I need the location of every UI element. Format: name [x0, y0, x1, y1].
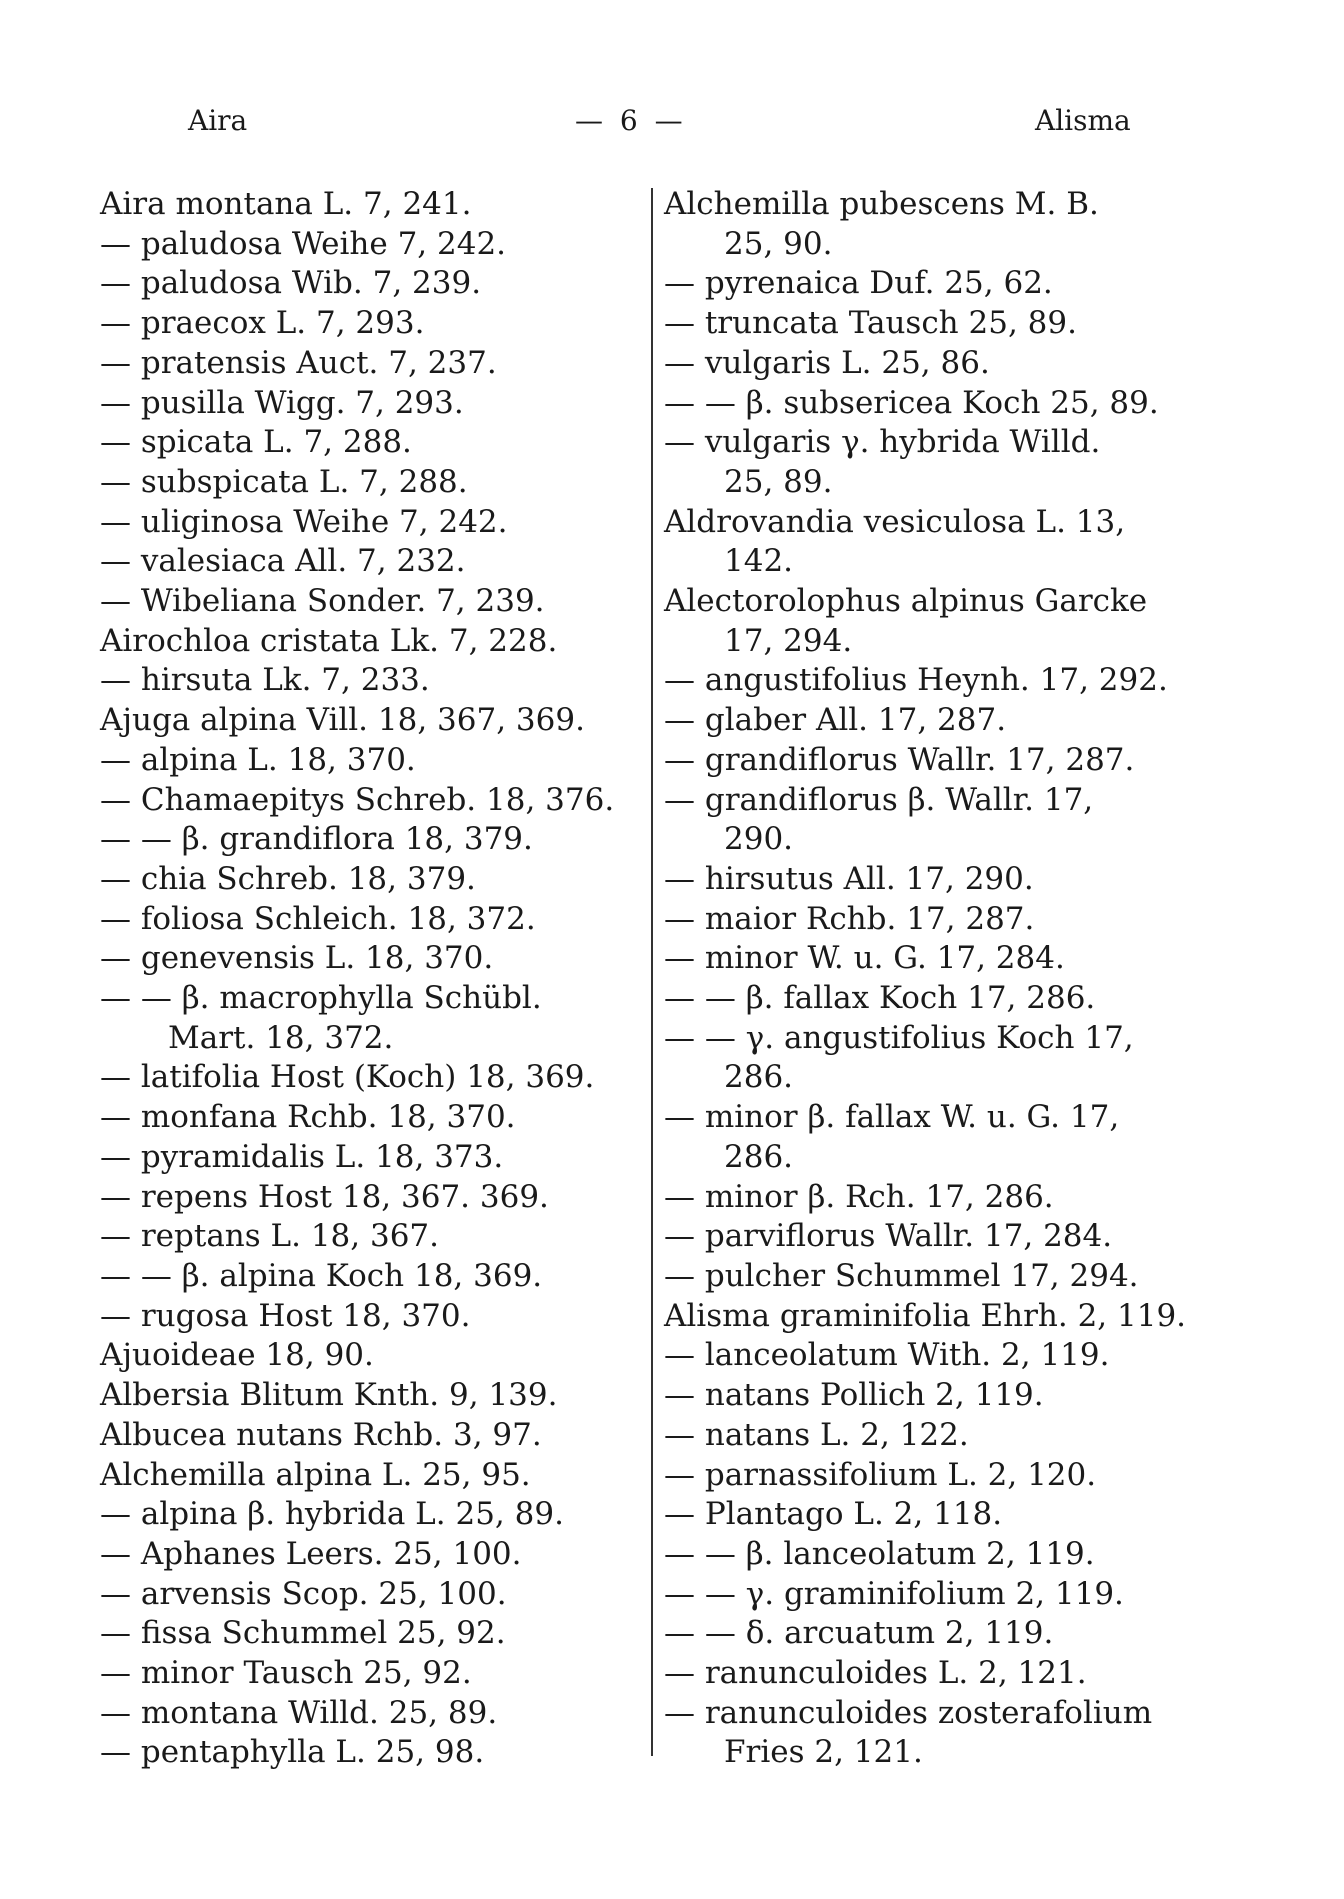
index-entry: — maior Rchb. 17, 287.: [664, 900, 1035, 937]
index-entry: Ajuga alpina Vill. 18, 367, 369.: [100, 702, 585, 739]
index-entry: — lanceolatum With. 2, 119.: [664, 1337, 1110, 1374]
index-entry: — uliginosa Weihe 7, 242.: [100, 503, 508, 540]
index-entry: — reptans L. 18, 367.: [100, 1218, 440, 1255]
index-entry: — pyrenaica Duf. 25, 62.: [664, 265, 1053, 302]
index-entry: Albucea nutans Rchb. 3, 97.: [100, 1416, 542, 1453]
index-entry: — glaber All. 17, 287.: [664, 702, 1007, 739]
index-entry-continuation: 290.: [724, 821, 794, 858]
index-entry-continuation: 286.: [724, 1059, 794, 1096]
index-entry: — rugosa Host 18, 370.: [100, 1297, 471, 1334]
index-entry: — valesiaca All. 7, 232.: [100, 543, 466, 580]
header-left-catchword: Aira: [188, 104, 248, 137]
index-entry: — — β. fallax Koch 17, 286.: [664, 980, 1096, 1017]
index-entry: — praecox L. 7, 293.: [100, 305, 425, 342]
index-entry: — Plantago L. 2, 118.: [664, 1496, 1003, 1533]
header-right-catchword: Alisma: [1035, 104, 1131, 137]
index-entry: — fissa Schummel 25, 92.: [100, 1615, 506, 1652]
index-entry: — pusilla Wigg. 7, 293.: [100, 384, 464, 421]
index-entry: — latifolia Host (Koch) 18, 369.: [100, 1059, 595, 1096]
index-entry: — parnassifolium L. 2, 120.: [664, 1456, 1097, 1493]
index-entry: — Aphanes Leers. 25, 100.: [100, 1535, 522, 1572]
index-entry: — hirsuta Lk. 7, 233.: [100, 662, 430, 699]
index-entry: — truncata Tausch 25, 89.: [664, 305, 1077, 342]
index-entry: — Chamaepitys Schreb. 18, 376.: [100, 781, 615, 818]
index-entry: — vulgaris L. 25, 86.: [664, 344, 990, 381]
index-entry-continuation: Mart. 18, 372.: [168, 1019, 394, 1056]
index-entry: — minor W. u. G. 17, 284.: [664, 940, 1065, 977]
index-entry: — vulgaris γ. hybrida Willd.: [664, 424, 1101, 461]
column-divider: [651, 188, 653, 1756]
index-entry: — — β. grandiflora 18, 379.: [100, 821, 533, 858]
index-entry: — — β. alpina Koch 18, 369.: [100, 1257, 543, 1294]
index-entry: — grandiflorus Wallr. 17, 287.: [664, 741, 1135, 778]
index-entry: — ranunculoides zosterafolium: [664, 1694, 1153, 1731]
index-entry: — paludosa Weihe 7, 242.: [100, 225, 507, 262]
index-entry: — angustifolius Heynh. 17, 292.: [664, 662, 1168, 699]
index-entry: — pulcher Schummel 17, 294.: [664, 1257, 1139, 1294]
index-entry-continuation: Fries 2, 121.: [724, 1734, 923, 1771]
index-entry: — minor β. Rch. 17, 286.: [664, 1178, 1054, 1215]
index-entry: — natans Pollich 2, 119.: [664, 1377, 1044, 1414]
index-entry-continuation: 25, 90.: [724, 225, 833, 262]
index-entry: — pyramidalis L. 18, 373.: [100, 1138, 504, 1175]
left-index-column: [100, 185, 640, 1773]
index-entry-continuation: 142.: [724, 543, 794, 580]
index-entry: Alisma graminifolia Ehrh. 2, 119.: [664, 1297, 1187, 1334]
index-entry: — montana Willd. 25, 89.: [100, 1694, 498, 1731]
index-entry: — pratensis Auct. 7, 237.: [100, 344, 497, 381]
index-entry: Alchemilla alpina L. 25, 95.: [100, 1456, 531, 1493]
running-header: [0, 104, 1344, 144]
index-entry: — hirsutus All. 17, 290.: [664, 860, 1034, 897]
index-entry: — monfana Rchb. 18, 370.: [100, 1099, 516, 1136]
index-entry-continuation: 25, 89.: [724, 463, 833, 500]
index-entry: Alchemilla pubescens M. B.: [664, 186, 1099, 222]
index-entry: — parviflorus Wallr. 17, 284.: [664, 1218, 1113, 1255]
index-entry: — — γ. angustifolius Koch 17,: [664, 1019, 1134, 1056]
index-entry: — ranunculoides L. 2, 121.: [664, 1655, 1087, 1692]
index-entry: — — β. subsericea Koch 25, 89.: [664, 384, 1159, 421]
index-entry: — spicata L. 7, 288.: [100, 424, 412, 461]
index-entry: — foliosa Schleich. 18, 372.: [100, 900, 536, 937]
index-entry: — minor Tausch 25, 92.: [100, 1655, 472, 1692]
index-entry: — arvensis Scop. 25, 100.: [100, 1575, 507, 1612]
index-entry: — chia Schreb. 18, 379.: [100, 860, 476, 897]
index-entry: — alpina β. hybrida L. 25, 89.: [100, 1496, 564, 1533]
index-entry: Aira montana L. 7, 241.: [100, 186, 472, 222]
index-entry: Ajuoideae 18, 90.: [100, 1337, 374, 1374]
index-entry-continuation: 286.: [724, 1138, 794, 1175]
page-number: — 6 —: [575, 104, 687, 137]
index-entry: Aldrovandia vesiculosa L. 13,: [664, 503, 1126, 540]
index-entry: — minor β. fallax W. u. G. 17,: [664, 1099, 1120, 1136]
index-entry: — natans L. 2, 122.: [664, 1416, 969, 1453]
index-entry: — repens Host 18, 367. 369.: [100, 1178, 549, 1215]
index-entry: — Wibeliana Sonder. 7, 239.: [100, 583, 545, 620]
index-entry-continuation: 17, 294.: [724, 622, 853, 659]
index-entry: Alectorolophus alpinus Garcke: [664, 583, 1148, 620]
index-entry: — paludosa Wib. 7, 239.: [100, 265, 482, 302]
index-entry: — — β. macrophylla Schübl.: [100, 980, 542, 1017]
right-index-column: [664, 185, 1224, 1773]
index-entry: — genevensis L. 18, 370.: [100, 940, 494, 977]
index-entry: — — γ. graminifolium 2, 119.: [664, 1575, 1124, 1612]
index-entry: — — β. lanceolatum 2, 119.: [664, 1535, 1095, 1572]
index-entry: — pentaphylla L. 25, 98.: [100, 1734, 485, 1771]
index-entry: — grandiflorus β. Wallr. 17,: [664, 781, 1094, 818]
index-entry: Albersia Blitum Knth. 9, 139.: [100, 1377, 558, 1414]
index-entry: Airochloa cristata Lk. 7, 228.: [100, 622, 558, 659]
index-entry: — subspicata L. 7, 288.: [100, 463, 468, 500]
index-entry: — alpina L. 18, 370.: [100, 741, 416, 778]
index-entry: — — δ. arcuatum 2, 119.: [664, 1615, 1054, 1652]
